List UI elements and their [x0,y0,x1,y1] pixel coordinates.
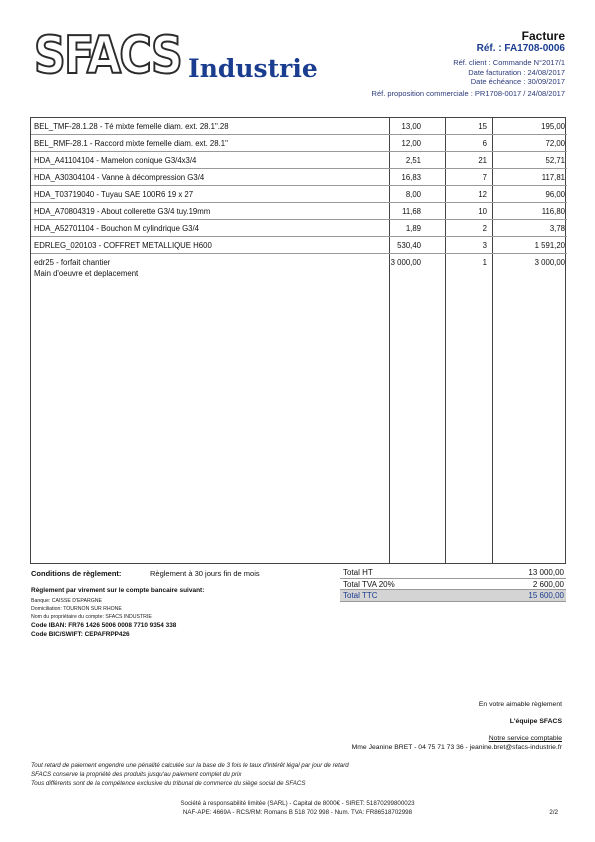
table-row [31,186,567,203]
item-total: 3 000,00 [534,258,565,267]
item-total: 96,00 [545,190,565,199]
item-total: 117,81 [541,173,565,182]
item-quantity: 10 [478,207,487,216]
item-quantity: 21 [478,156,487,165]
item-description: BEL_RMF-28.1 - Raccord mixte femelle diam. ext. 28.1" [34,139,228,148]
item-unit-price: 16,83 [401,173,421,182]
item-unit-price: 3 000,00 [390,258,421,267]
bank-name: Banque: CAISSE D'EPARGNE [31,598,102,604]
item-description: HDA_T03719040 - Tuyau SAE 100R6 19 x 27 [34,190,194,199]
item-description-detail: Main d'oeuvre et deplacement [34,269,139,278]
bank-domiciliation: Domiciliation: TOURNON SUR RHONE [31,606,122,612]
item-description: BEL_TMF-28.1.28 - Té mixte femelle diam. ext. 28.1".28 [34,122,229,131]
item-total: 3,78 [549,224,565,233]
item-quantity: 3 [482,241,487,250]
total-tva-row [340,579,566,591]
table-row [31,135,567,152]
document-title: Facture [521,29,565,43]
item-total: 52,71 [545,156,565,165]
item-unit-price: 13,00 [401,122,421,131]
total-label: Total TTC [343,591,378,600]
item-unit-price: 1,89 [405,224,421,233]
item-total: 72,00 [545,139,565,148]
table-row [31,220,567,237]
ownership-notice: SFACS conserve la propriété des produits jusqu'au paiement complet du prix [31,771,242,778]
bic: Code BIC/SWIFT: CEPAFRPP426 [31,631,130,638]
table-row [31,152,567,169]
invoice-date: Date facturation : 24/08/2017 [468,68,565,77]
table-row [31,169,567,186]
item-unit-price: 11,68 [402,207,421,216]
bank-transfer-title: Règlement par virement sur le compte bancaire suivant: [31,587,205,594]
total-label: Total TVA 20% [343,579,395,589]
item-total: 195,00 [541,122,565,131]
item-description: HDA_A30304104 - Vanne à décompression G3/4 [34,173,205,182]
item-unit-price: 12,00 [401,139,421,148]
company-registration-info: NAF-APE: 4669A - RCS/RM: Romans B 518 702 998 - Num. TVA: FR86518702998 [182,809,413,816]
late-payment-notice: Tout retard de paiement engendre une pénalité calculée sur la base de 3 fois le taux d'intérêt légal par jour de retard [31,762,349,769]
table-row [31,118,567,135]
item-quantity: 6 [482,139,487,148]
item-total: 1 591,20 [534,241,565,250]
page-number: 2/2 [549,809,558,816]
contact-info: Mme Jeanine BRET - 04 75 71 73 36 - jeanine.bret@sfacs-industrie.fr [351,744,562,751]
item-description: edr25 - forfait chantier [34,258,111,267]
item-description: HDA_A70804319 - About collerette G3/4 tuy.19mm [34,207,211,216]
item-quantity: 1 [482,258,487,267]
accounting-service: Notre service comptable [488,735,562,742]
item-description: HDA_A52701104 - Bouchon M cylindrique G3/4 [34,224,199,233]
company-legal-info: Société à responsabilité limitée (SARL) - Capital de 8000€ - SIRET: 51870299800023 [180,800,415,807]
total-value: 13 000,00 [528,568,564,577]
logo-suffix: Industrie [188,54,318,83]
item-quantity: 2 [482,224,487,233]
account-owner: Nom du propriétaire du compte: SFACS INDUSTRIE [31,614,152,620]
iban: Code IBAN: FR76 1426 5006 0008 7710 9354 338 [31,622,177,629]
team-signature: L'équipe SFACS [509,718,562,725]
invoice-ref: Réf. : FA1708-0006 [476,43,565,54]
item-description: HDA_A41104104 - Mamelon conique G3/4x3/4 [34,156,197,165]
proposal-ref: Réf. proposition commerciale : PR1708-0017 / 24/08/2017 [371,89,565,98]
item-quantity: 7 [482,173,487,182]
item-unit-price: 530,40 [397,241,421,250]
item-description: EDRLEG_020103 - COFFRET METALLIQUE H600 [34,241,212,250]
item-quantity: 12 [478,190,487,199]
table-row [31,203,567,220]
items-table [30,117,566,564]
closing-greeting: En votre aimable règlement [478,701,562,708]
item-total: 116,80 [541,207,565,216]
total-ttc-row [340,590,566,602]
total-ht-row [340,567,566,579]
due-date: Date échéance : 30/09/2017 [470,77,565,86]
item-quantity: 15 [478,122,487,131]
client-ref: Réf. client : Commande N°2017/1 [453,58,565,67]
total-label: Total HT [343,568,373,577]
payment-terms-label: Conditions de règlement: [31,569,122,578]
item-unit-price: 8,00 [405,190,421,199]
item-unit-price: 2,51 [405,156,421,165]
totals-table [340,567,566,602]
table-row [31,237,567,254]
company-logo [30,26,320,90]
table-row [31,254,567,294]
total-value: 15 600,00 [528,591,564,600]
payment-terms-value: Règlement à 30 jours fin de mois [150,569,260,578]
logo-brand: SFACS [33,26,182,86]
jurisdiction-notice: Tous différents sont de la compétence exclusive du tribunal de commerce du siège social de SFACS [31,780,306,787]
total-value: 2 600,00 [532,579,564,589]
